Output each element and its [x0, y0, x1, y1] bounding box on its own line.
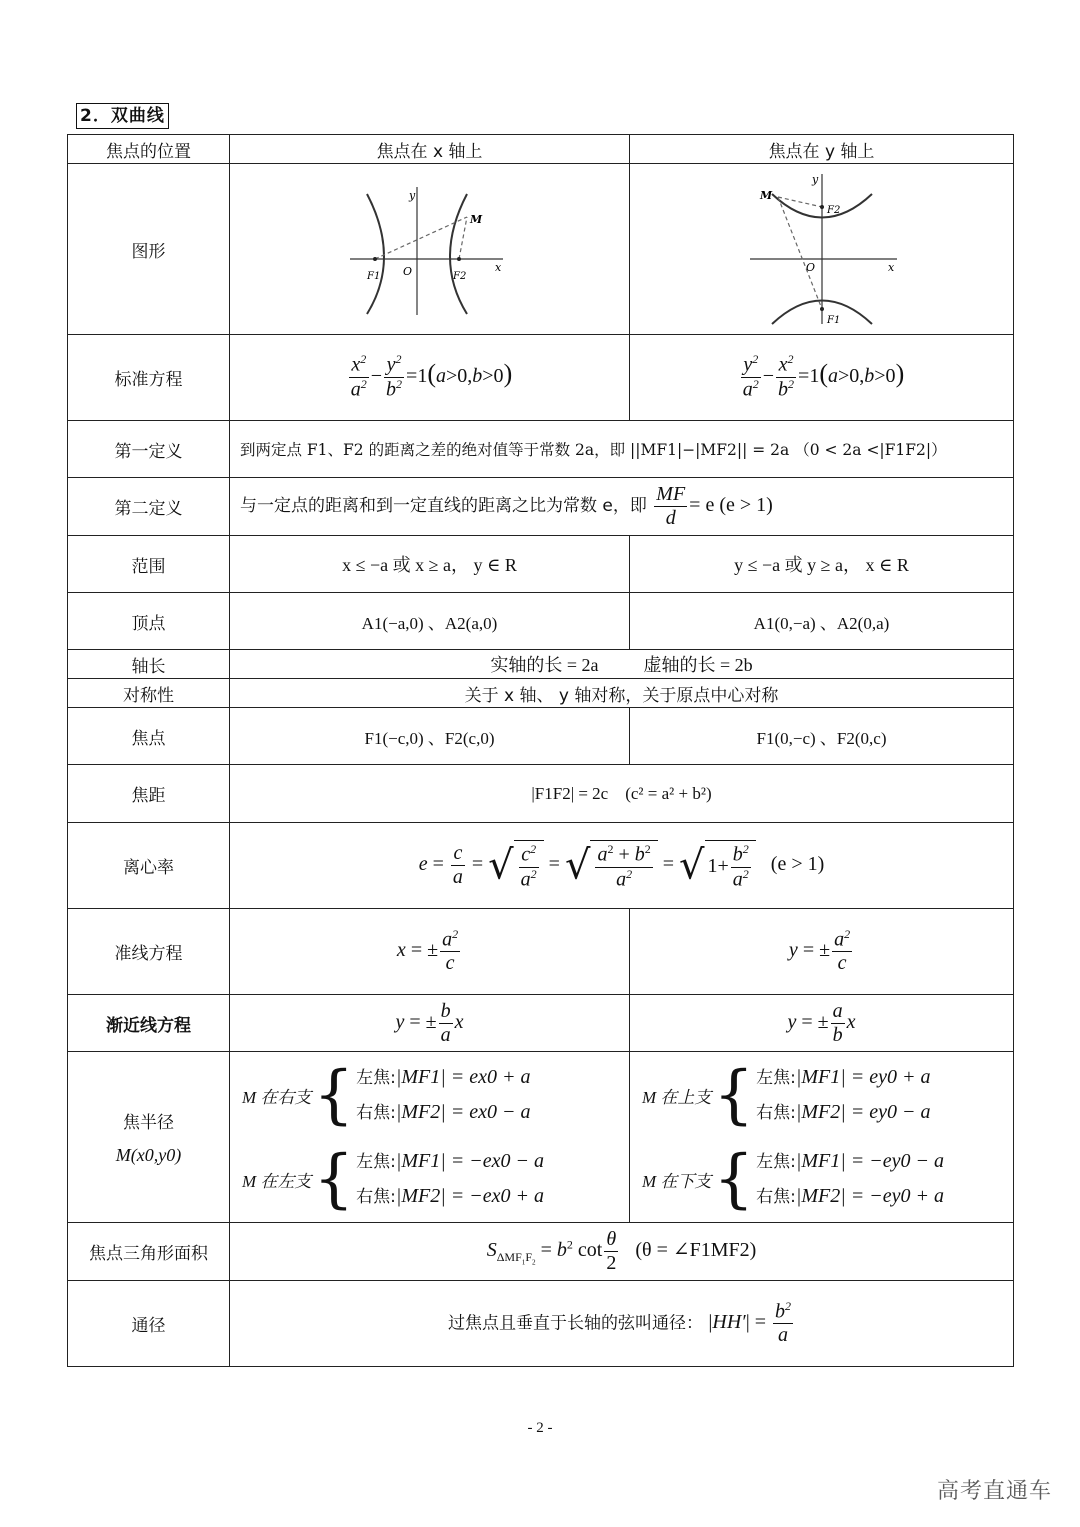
- mf2-dashed: [459, 217, 467, 259]
- left-branch-curve: [367, 194, 384, 314]
- directrix-label: 准线方程: [68, 909, 230, 995]
- f2-label: F2: [452, 271, 466, 282]
- focus-label: 焦点: [68, 708, 230, 765]
- first-def-row: [68, 421, 1014, 478]
- symmetry-text: 关于 x 轴、 y 轴对称，关于原点中心对称: [230, 679, 1014, 708]
- hyperbola-table: [67, 134, 1014, 1367]
- header-label: 焦点的位置: [68, 135, 230, 164]
- latus-rectum-row: [68, 1281, 1014, 1367]
- latus-rectum-label: 通径: [68, 1281, 230, 1367]
- eccentricity-tail: (e > 1): [770, 853, 825, 876]
- focus-row: [68, 708, 1014, 765]
- focal-radius-y: [630, 1052, 1014, 1223]
- header-y-axis: 焦点在 y 轴上: [630, 135, 1014, 164]
- f1-label: F1: [826, 315, 840, 326]
- x-left-branch: M 在左支 { 左焦:|MF1| = −ex0 − a 右焦:|MF2| = −ex0 + a: [242, 1142, 544, 1216]
- vertex-x: A1(−a,0) 、A2(a,0): [230, 593, 630, 650]
- latus-rectum-cell: [230, 1281, 1014, 1367]
- focus-f1-dot: [820, 307, 824, 311]
- focal-radius-point: M(x0,y0): [115, 1145, 182, 1165]
- right-branch-curve: [450, 194, 467, 314]
- y-lower-branch: M 在下支 { 左焦:|MF1| = −ey0 − a 右焦:|MF2| = −ey0 + a: [642, 1142, 944, 1216]
- eccentricity-cell: [230, 823, 1014, 909]
- figure-row: [68, 164, 1014, 335]
- asymptote-row: [68, 995, 1014, 1052]
- focus-y: F1(0,−c) 、F2(0,c): [630, 708, 1014, 765]
- m-label: M: [759, 189, 772, 202]
- focal-radius-x: [230, 1052, 630, 1223]
- y-label: y: [811, 173, 818, 186]
- standard-eq-label: 标准方程: [68, 335, 230, 421]
- second-def-label: 第二定义: [68, 478, 230, 536]
- mf1-dashed: [375, 217, 467, 259]
- f1-label: F1: [366, 271, 380, 282]
- second-def-cell: [230, 478, 1014, 536]
- symmetry-row: [68, 679, 1014, 708]
- standard-eq-row: [68, 335, 1014, 421]
- page-number: - 2 -: [527, 1420, 553, 1436]
- standard-eq-y-formula: $\frac{y^2}{a^2}$ − $\frac{x^2}{b^2}$ =1(a>0,b>0): [742, 352, 905, 401]
- f2-label: F2: [826, 205, 840, 216]
- watermark: 高考直通车: [936, 1479, 1052, 1504]
- origin-label: O: [805, 261, 815, 274]
- focus-x: F1(−c,0) 、F2(c,0): [230, 708, 630, 765]
- directrix-x: x = ± $\frac{a^2}{c}$: [230, 909, 630, 995]
- symmetry-label: 对称性: [68, 679, 230, 708]
- y-label: y: [408, 189, 415, 202]
- eccentricity-formula: e = $\frac{c}{a}$ = √ $\frac{c^2}{a^2}$ = √ $\frac{a^2 + b^2}{a^2}$ = √ 1+ $\frac{b^2}{a^2}$ (e > 1): [418, 841, 825, 891]
- x-label: x: [494, 261, 501, 274]
- range-label: 范围: [68, 536, 230, 593]
- directrix-y: y = ± $\frac{a^2}{c}$: [630, 909, 1014, 995]
- axis-length-label: 轴长: [68, 650, 230, 679]
- focal-radius-row: [68, 1052, 1014, 1223]
- figure-label: 图形: [68, 164, 230, 335]
- section-title: 2．双曲线: [76, 103, 169, 129]
- x-axis-hyperbola-figure: [230, 164, 630, 335]
- focus-f2-dot: [457, 257, 461, 261]
- eccentricity-label: 离心率: [68, 823, 230, 909]
- asymptote-label: 渐近线方程: [68, 995, 230, 1052]
- second-def-formula: $\frac{MF}{d}$ = e (e > 1): [656, 483, 773, 529]
- second-def-row: [68, 478, 1014, 536]
- focal-distance-label: 焦距: [68, 765, 230, 823]
- vertex-label: 顶点: [68, 593, 230, 650]
- focal-triangle-tail: (θ = ∠F1MF2): [635, 1239, 757, 1262]
- focal-distance-row: [68, 765, 1014, 823]
- origin-label: O: [402, 265, 412, 278]
- axis-length-row: [68, 650, 1014, 679]
- x-hyperbola-svg: [345, 179, 515, 319]
- directrix-row: [68, 909, 1014, 995]
- focal-distance-text: |F1F2| = 2c (c² = a² + b²): [230, 765, 1014, 823]
- header-row: [68, 135, 1014, 164]
- first-def-text: 到两定点 F1、F2 的距离之差的绝对值等于常数 2a，即 ||MF1|−|MF2|| = 2a （0 < 2a <|F1F2|）: [230, 421, 1014, 478]
- vertex-row: [68, 593, 1014, 650]
- range-y: y ≤ −a 或 y ≥ a， x ∈ R: [630, 536, 1014, 593]
- vertex-y: A1(0,−a) 、A2(0,a): [630, 593, 1014, 650]
- x-right-branch: M 在右支 { 左焦:|MF1| = ex0 + a 右焦:|MF2| = ex0 − a: [242, 1058, 531, 1132]
- latus-rectum-text: 过焦点且垂直于长轴的弦叫通径：: [448, 1313, 703, 1334]
- first-def-label: 第一定义: [68, 421, 230, 478]
- standard-eq-x: [230, 335, 630, 421]
- focal-triangle-cell: [230, 1223, 1014, 1281]
- y-upper-branch: M 在上支 { 左焦:|MF1| = ey0 + a 右焦:|MF2| = ey0 − a: [642, 1058, 931, 1132]
- standard-eq-y: [630, 335, 1014, 421]
- asymptote-y: y = ± $\frac{a}{b}$ x: [630, 995, 1014, 1052]
- focus-f2-dot: [820, 205, 824, 209]
- eccentricity-row: [68, 823, 1014, 909]
- axis-length-text: 实轴的长 = 2a 虚轴的长 = 2b: [230, 650, 1014, 679]
- focal-triangle-row: [68, 1223, 1014, 1281]
- y-hyperbola-svg: [742, 169, 902, 329]
- header-x-axis: 焦点在 x 轴上: [230, 135, 630, 164]
- y-axis-hyperbola-figure: [630, 164, 1014, 335]
- focus-f1-dot: [373, 257, 377, 261]
- range-x: x ≤ −a 或 x ≥ a， y ∈ R: [230, 536, 630, 593]
- second-def-text: 与一定点的距离和到一定直线的距离之比为常数 e，即: [240, 496, 647, 517]
- x-label: x: [887, 261, 894, 274]
- focal-radius-label: 焦半径: [123, 1113, 174, 1133]
- latus-rectum-formula: |HH′| = $\frac{b^2}{a}$: [708, 1298, 791, 1347]
- focal-triangle-formula: $S_{\Delta MF_1F_2} = b^2$ cot $\frac{\theta}{2}$ (θ = ∠F1MF2): [486, 1228, 757, 1274]
- focal-triangle-label: 焦点三角形面积: [68, 1223, 230, 1281]
- standard-eq-x-formula: $\frac{x^2}{a^2}$ − $\frac{y^2}{b^2}$ =1(a>0,b>0): [350, 352, 513, 401]
- asymptote-x: y = ± $\frac{b}{a}$ x: [230, 995, 630, 1052]
- focal-radius-label-cell: [68, 1052, 230, 1223]
- range-row: [68, 536, 1014, 593]
- m-label: M: [469, 213, 482, 226]
